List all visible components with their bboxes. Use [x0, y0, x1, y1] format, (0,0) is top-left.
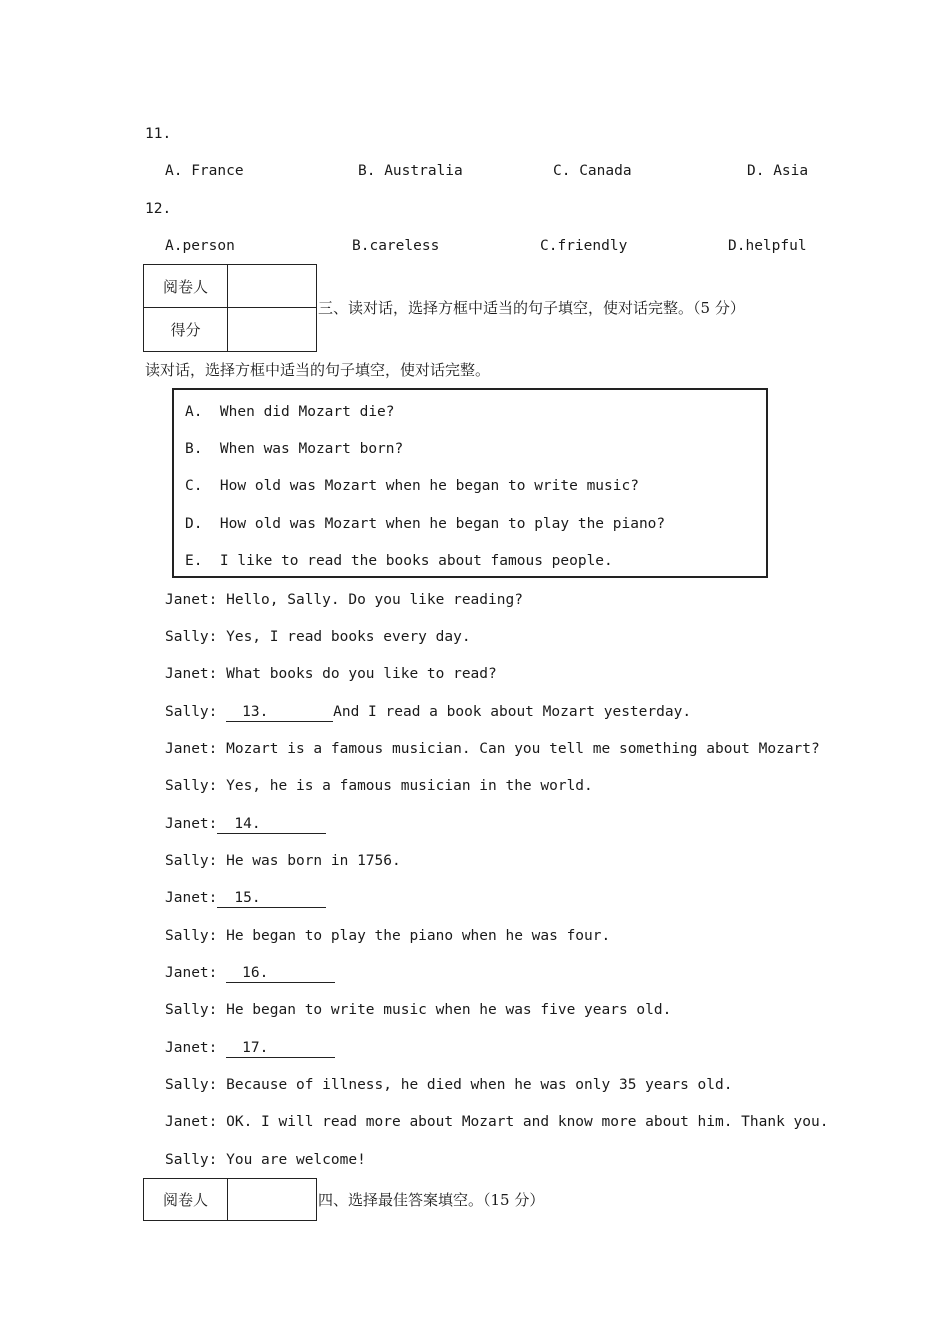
dialogue-line: Janet: 14.: [165, 814, 326, 834]
q11-number: 11.: [145, 126, 172, 142]
dialogue-line: Sally: He began to write music when he was five years old.: [165, 1002, 672, 1018]
dialogue-line: Janet: 16.: [165, 963, 335, 983]
q12-option-c: C.friendly: [540, 238, 628, 254]
q11-option-c: C. Canada: [553, 163, 632, 179]
reviewer-cell[interactable]: [228, 265, 317, 308]
section3-instruction: 读对话，选择方框中适当的句子填空，使对话完整。: [145, 361, 491, 379]
option-b: B. When was Mozart born?: [185, 441, 404, 457]
dialogue-line: Sally: Yes, he is a famous musician in the world.: [165, 778, 593, 794]
q11-option-a: A. France: [165, 163, 244, 179]
dialogue-line: Janet: OK. I will read more about Mozart and know more about him. Thank you.: [165, 1114, 829, 1130]
q12-option-b: B.careless: [352, 238, 440, 254]
section4-heading: 四、选择最佳答案填空。（15 分）: [318, 1191, 545, 1209]
reviewer-label: 阅卷人: [144, 1179, 228, 1221]
blank-14[interactable]: 14.: [217, 815, 326, 834]
reviewer-label: 阅卷人: [144, 265, 228, 308]
dialogue-line: Sally: 13. And I read a book about Mozart yesterday.: [165, 704, 692, 720]
dialogue-line: Sally: Yes, I read books every day.: [165, 629, 471, 645]
dialogue-line: Sally: You are welcome!: [165, 1152, 366, 1168]
dialogue-line: Janet: Hello, Sally. Do you like reading?: [165, 592, 523, 608]
q12-number: 12.: [145, 201, 172, 217]
section4-score-table: [143, 1178, 317, 1221]
dialogue-line: Janet: Mozart is a famous musician. Can you tell me something about Mozart?: [165, 741, 820, 757]
reviewer-cell[interactable]: [228, 1179, 317, 1221]
option-a: A. When did Mozart die?: [185, 404, 395, 420]
dialogue-line: Janet: 15.: [165, 888, 326, 908]
section3-heading: 三、读对话，选择方框中适当的句子填空，使对话完整。（5 分）: [318, 299, 745, 317]
dialogue-line: Janet: 17.: [165, 1038, 335, 1058]
options-box: [172, 388, 768, 578]
score-cell[interactable]: [228, 308, 317, 352]
option-c: C. How old was Mozart when he began to write music?: [185, 478, 639, 494]
section3-score-table: [143, 264, 317, 352]
blank-13[interactable]: 13.: [226, 703, 333, 722]
score-label: 得分: [144, 308, 228, 352]
blank-15[interactable]: 15.: [217, 889, 326, 908]
q12-option-d: D.helpful: [728, 238, 807, 254]
q12-option-a: A.person: [165, 238, 235, 254]
blank-17[interactable]: 17.: [226, 1039, 335, 1058]
dialogue-line: Sally: He began to play the piano when he was four.: [165, 928, 611, 944]
dialogue-line: Sally: Because of illness, he died when he was only 35 years old.: [165, 1077, 733, 1093]
q11-option-d: D. Asia: [747, 163, 809, 179]
dialogue-line: Sally: He was born in 1756.: [165, 853, 401, 869]
blank-16[interactable]: 16.: [226, 964, 335, 983]
option-e: E. I like to read the books about famous people.: [185, 553, 613, 569]
dialogue-line: Janet: What books do you like to read?: [165, 666, 497, 682]
q11-option-b: B. Australia: [358, 163, 463, 179]
option-d: D. How old was Mozart when he began to play the piano?: [185, 516, 666, 532]
